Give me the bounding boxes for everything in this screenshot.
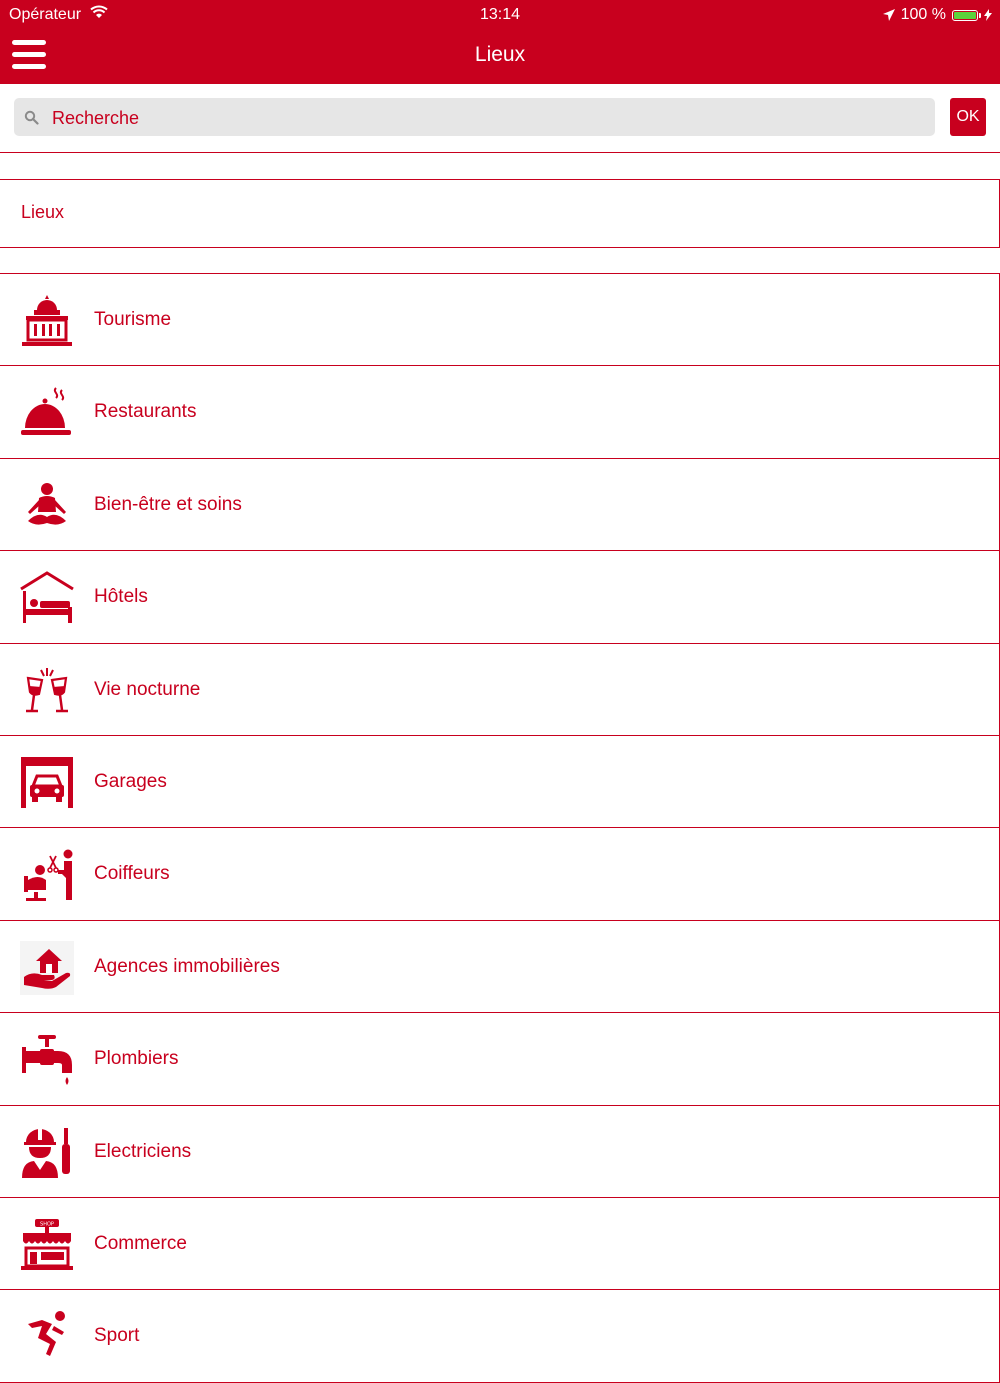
electrician-icon: [20, 1126, 74, 1180]
house-hand-icon: [20, 941, 74, 995]
faucet-icon: [20, 1033, 74, 1087]
list-item-commerce[interactable]: [0, 1198, 1000, 1290]
list-item-vie-nocturne[interactable]: [0, 644, 1000, 736]
hairdresser-icon: [20, 848, 74, 902]
list-item-label: Commerce: [94, 1232, 187, 1254]
location-arrow-icon: [883, 9, 895, 21]
cloche-icon: [20, 386, 74, 440]
navigation-bar: [0, 0, 1000, 84]
category-list: [0, 274, 1000, 1383]
clock: 13:14: [479, 6, 521, 23]
list-item-restaurants[interactable]: [0, 366, 1000, 458]
carrier-label: Opérateur: [9, 6, 82, 23]
meditation-icon: [20, 479, 74, 533]
list-item-agences-immobilieres[interactable]: [0, 921, 1000, 1013]
page-title: Lieux: [474, 43, 526, 66]
divider: [0, 247, 1000, 248]
list-item-hotels[interactable]: [0, 551, 1000, 643]
list-item-label: Tourisme: [94, 309, 172, 330]
battery-percent: 100 %: [900, 6, 946, 23]
list-item-bien-etre[interactable]: [0, 459, 1000, 551]
search-ok-button[interactable]: OK: [950, 98, 986, 136]
battery-icon: [952, 10, 978, 21]
list-item-tourisme[interactable]: [0, 274, 1000, 366]
svg-text:SHOP: SHOP: [40, 1221, 54, 1228]
list-item-label: Garages: [94, 770, 167, 792]
search-icon: [24, 110, 39, 125]
list-item-plombiers[interactable]: [0, 1013, 1000, 1105]
section-header: [0, 180, 1000, 247]
section-header-label: Lieux: [21, 202, 65, 222]
list-item-label: Plombiers: [94, 1048, 179, 1070]
status-bar: [0, 0, 1000, 28]
search-input[interactable]: [50, 98, 924, 138]
runner-icon: [20, 1310, 74, 1364]
charging-bolt-icon: [984, 9, 992, 21]
garage-car-icon: [20, 756, 74, 810]
status-right: [883, 6, 992, 24]
shop-icon: [20, 1218, 74, 1272]
divider: [0, 152, 1000, 153]
list-item-label: Restaurants: [94, 401, 197, 423]
list-item-label: Sport: [94, 1325, 140, 1347]
monument-icon: [20, 294, 74, 348]
search-field[interactable]: [14, 98, 935, 136]
search-bar: [0, 84, 1000, 152]
list-item-label: Hôtels: [94, 586, 148, 608]
list-item-label: Coiffeurs: [94, 863, 170, 885]
list-item-label: Bien-être et soins: [94, 493, 242, 515]
list-item-electriciens[interactable]: [0, 1106, 1000, 1198]
list-item-sport[interactable]: [0, 1290, 1000, 1382]
list-item-label: Electriciens: [94, 1140, 192, 1162]
wine-glasses-icon: [20, 664, 74, 718]
list-item-label: Agences immobilières: [94, 955, 280, 977]
list-item-coiffeurs[interactable]: [0, 828, 1000, 920]
list-item-garages[interactable]: [0, 736, 1000, 828]
list-item-label: Vie nocturne: [94, 678, 201, 700]
hotel-bed-icon: [20, 571, 74, 625]
